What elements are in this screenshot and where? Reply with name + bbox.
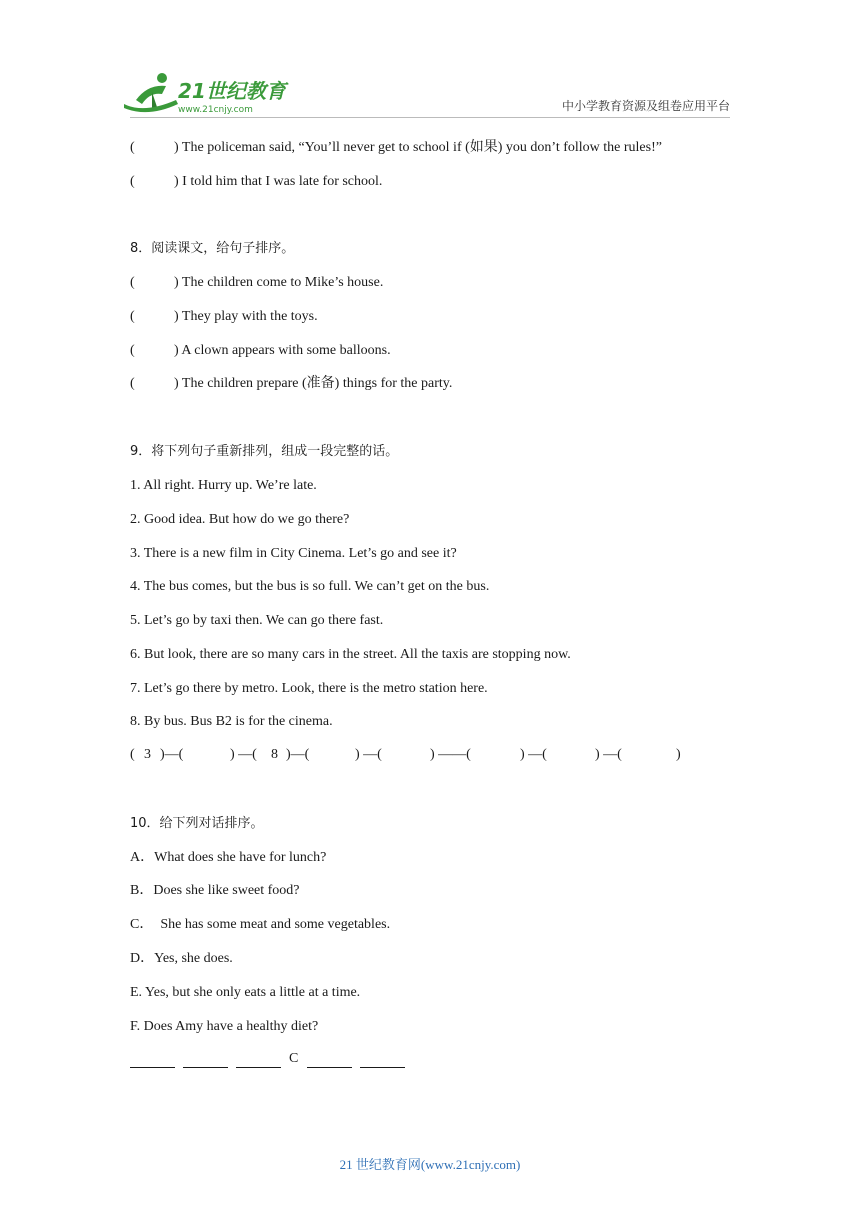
q8-item: ( ) They play with the toys.: [130, 309, 318, 324]
q9-item: 6. But look, there are so many cars in the street. All the taxis are stopping now.: [130, 647, 571, 662]
q9-title: 9．将下列句子重新排列，组成一段完整的话。: [130, 444, 399, 459]
q9-item: 8. By bus. Bus B2 is for the cinema.: [130, 714, 333, 729]
q9-item: 1. All right. Hurry up. We’re late.: [130, 478, 317, 493]
header-divider: [130, 117, 730, 118]
answer-given-letter: C: [289, 1051, 299, 1066]
q9-order-answer: ( 3 )—( ) —( 8 )—( ) —( ) ——( ) —( ) —( ): [130, 747, 681, 762]
q7-item-1: ( ) The policeman said, “You’ll never get to school if (如果) you don’t follow the rules!”: [130, 140, 662, 155]
q9-item: 5. Let’s go by taxi then. We can go there fast.: [130, 613, 384, 628]
answer-blank: [183, 1067, 228, 1068]
logo-url: www.21cnjy.com: [178, 105, 253, 115]
q10-title: 10．给下列对话排序。: [130, 816, 264, 831]
logo: [122, 70, 292, 116]
answer-blank: [130, 1067, 175, 1068]
q9-item: 7. Let’s go there by metro. Look, there is the metro station here.: [130, 681, 488, 696]
q10-answer-blanks: [130, 1051, 430, 1069]
q8-title: 8．阅读课文，给句子排序。: [130, 241, 295, 256]
answer-blank: [360, 1067, 405, 1068]
footer-text: 21 世纪教育网(www.21cnjy.com): [339, 1157, 521, 1172]
q10-item: D．Yes, she does.: [130, 951, 233, 966]
q10-item: C． She has some meat and some vegetables.: [130, 917, 391, 932]
q8-item: ( ) The children come to Mike’s house.: [130, 275, 384, 290]
answer-blank: [236, 1067, 281, 1068]
logo-graphic: [122, 70, 292, 116]
q8-item: ( ) The children prepare (准备) things for the party.: [130, 376, 453, 391]
q7-item-2: ( ) I told him that I was late for school.: [130, 174, 383, 189]
header-platform-text: 中小学教育资源及组卷应用平台: [561, 99, 730, 113]
q10-item: F. Does Amy have a healthy diet?: [130, 1019, 319, 1034]
q10-item: A．What does she have for lunch?: [130, 850, 327, 865]
q9-item: 4. The bus comes, but the bus is so full. We can’t get on the bus.: [130, 579, 490, 594]
q8-item: ( ) A clown appears with some balloons.: [130, 343, 391, 358]
q9-item: 2. Good idea. But how do we go there?: [130, 512, 350, 527]
q10-item: B．Does she like sweet food?: [130, 883, 300, 898]
answer-blank: [307, 1067, 352, 1068]
q10-item: E. Yes, but she only eats a little at a time.: [130, 985, 361, 1000]
q9-item: 3. There is a new film in City Cinema. Let’s go and see it?: [130, 546, 457, 561]
logo-text: 21世纪教育: [178, 79, 286, 103]
